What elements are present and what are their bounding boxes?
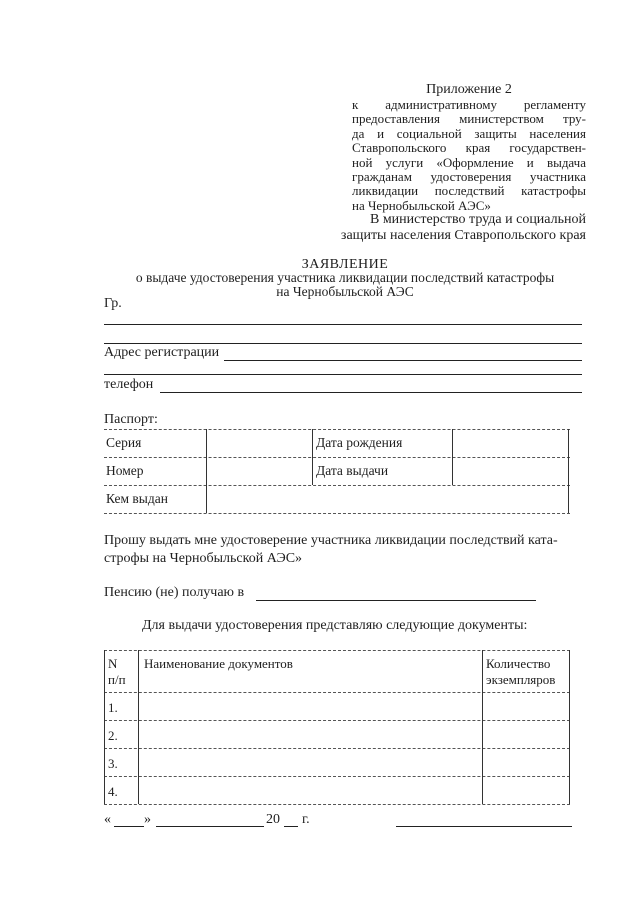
table-border bbox=[104, 748, 570, 749]
col-num-header: п/п bbox=[108, 672, 126, 687]
subtitle-line: о выдаче удостоверения участника ликвидации последствий катастрофы bbox=[135, 270, 555, 285]
citizen-label: Гр. bbox=[104, 296, 122, 311]
appendix-line: к административному регламенту bbox=[352, 97, 586, 112]
request-line: Прошу выдать мне удостоверение участника ликвидации последствий ката- bbox=[104, 533, 558, 548]
addressee-line: В министерство труда и социальной bbox=[369, 212, 586, 227]
table-border bbox=[104, 429, 570, 430]
table-border bbox=[104, 650, 105, 804]
date-quote-close: » bbox=[144, 812, 151, 827]
documents-table bbox=[104, 650, 570, 805]
issue-date-label: Дата выдачи bbox=[316, 463, 389, 478]
table-border bbox=[452, 429, 453, 485]
col-name-header: Наименование документов bbox=[144, 656, 293, 671]
citizen-name-field[interactable] bbox=[104, 324, 582, 325]
date-day-field[interactable] bbox=[114, 826, 144, 827]
number-label: Номер bbox=[106, 463, 144, 478]
row-number: 4. bbox=[108, 784, 118, 799]
appendix-title: Приложение 2 bbox=[426, 82, 512, 97]
appendix-line: гражданам удостоверения участника bbox=[352, 169, 586, 185]
citizen-name-field-line2[interactable] bbox=[104, 343, 582, 344]
document-title: ЗАЯВЛЕНИЕ bbox=[301, 257, 389, 272]
address-field[interactable] bbox=[224, 360, 582, 361]
date-year-suffix: г. bbox=[302, 812, 310, 827]
appendix-block bbox=[352, 82, 586, 213]
appendix-line: на Чернобыльской АЭС» bbox=[352, 197, 491, 213]
date-year-field[interactable] bbox=[284, 826, 298, 827]
appendix-line: Ставропольского края государствен- bbox=[352, 140, 586, 156]
table-border bbox=[312, 429, 313, 485]
address-field-line2[interactable] bbox=[104, 374, 582, 375]
table-border bbox=[482, 650, 483, 804]
table-border bbox=[104, 720, 570, 721]
table-border bbox=[104, 485, 570, 486]
birth-date-label: Дата рождения bbox=[316, 435, 403, 450]
pension-field[interactable] bbox=[256, 600, 536, 601]
appendix-line: ной услуги «Оформление и выдача bbox=[352, 154, 586, 170]
request-paragraph bbox=[104, 532, 588, 568]
date-year-prefix: 20 bbox=[266, 812, 280, 827]
col-qty-header: экземпляров bbox=[486, 672, 556, 687]
table-border bbox=[104, 457, 570, 458]
table-border bbox=[138, 650, 139, 804]
row-number: 3. bbox=[108, 756, 118, 771]
col-qty-header: Количество bbox=[486, 656, 551, 671]
pension-label: Пенсию (не) получаю в bbox=[104, 585, 245, 600]
table-border bbox=[104, 650, 570, 651]
passport-table bbox=[104, 429, 570, 513]
request-line: строфы на Чернобыльской АЭС» bbox=[104, 551, 303, 566]
appendix-line: да и социальной защиты населения bbox=[352, 125, 586, 141]
table-border bbox=[568, 429, 569, 513]
addressee-line: защиты населения Ставропольского края bbox=[340, 228, 586, 243]
phone-field[interactable] bbox=[160, 392, 582, 393]
appendix-line: предоставления министерством тру- bbox=[352, 111, 586, 127]
document-subtitle bbox=[100, 271, 590, 299]
table-border bbox=[569, 650, 570, 804]
signature-field[interactable] bbox=[396, 826, 572, 827]
documents-intro: Для выдачи удостоверения представляю следующие документы: bbox=[142, 618, 528, 633]
table-border bbox=[104, 513, 570, 514]
table-border bbox=[104, 804, 570, 805]
table-border bbox=[104, 692, 570, 693]
date-month-field[interactable] bbox=[156, 826, 264, 827]
row-number: 2. bbox=[108, 728, 118, 743]
phone-label: телефон bbox=[104, 377, 154, 392]
col-num-header: N bbox=[108, 656, 118, 671]
table-border bbox=[206, 429, 207, 513]
date-quote-open: « bbox=[104, 812, 111, 827]
issued-by-label: Кем выдан bbox=[106, 491, 168, 506]
appendix-line: ликвидации последствий катастрофы bbox=[352, 183, 586, 199]
series-label: Серия bbox=[106, 435, 142, 450]
table-border bbox=[104, 776, 570, 777]
addressee-block bbox=[326, 212, 586, 244]
row-number: 1. bbox=[108, 700, 118, 715]
passport-label: Паспорт: bbox=[104, 412, 158, 427]
address-label: Адрес регистрации bbox=[104, 345, 220, 360]
subtitle-line: на Чернобыльской АЭС bbox=[276, 284, 414, 299]
